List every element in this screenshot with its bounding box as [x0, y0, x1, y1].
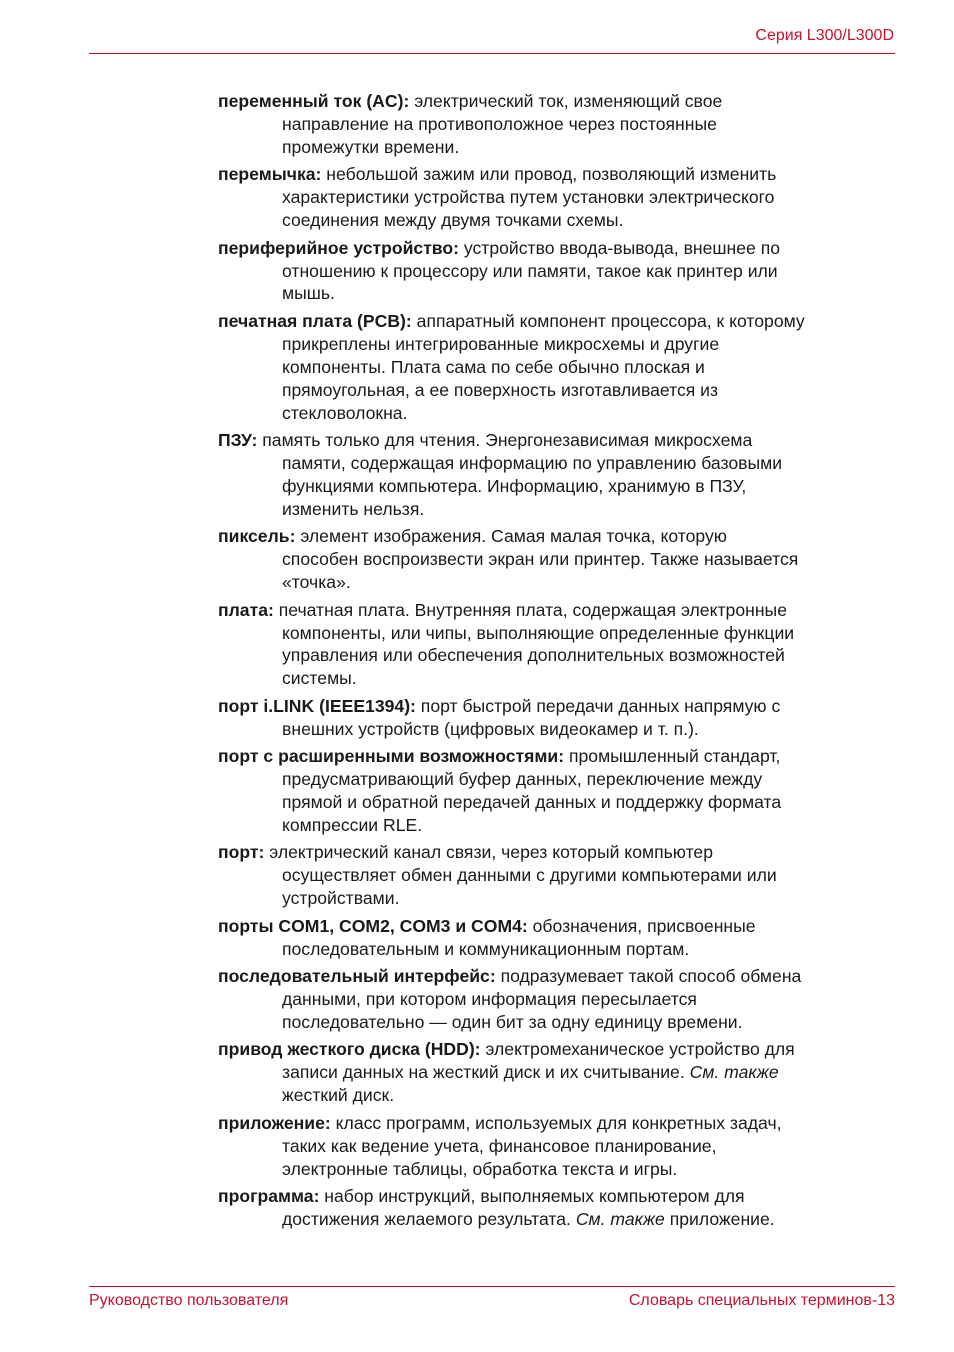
- glossary-term: последовательный интерфейс:: [218, 966, 496, 987]
- definition-line: печатная плата. Внутренняя плата, содержащая электронные: [273, 599, 787, 620]
- glossary-entry: [218, 599, 898, 691]
- definition-line: записи данных на жесткий диск и их считывание. См. также: [282, 1062, 779, 1083]
- definition-line: достижения желаемого результата. См. также приложение.: [282, 1209, 775, 1229]
- glossary-list: [218, 90, 898, 1236]
- glossary-entry: [218, 429, 898, 521]
- definition-line: электронные таблицы, обработка текста и игры.: [282, 1158, 678, 1179]
- definition-line: подразумевает такой способ обмена: [495, 966, 802, 987]
- definition-line: отношению к процессору или памяти, такое как принтер или: [282, 260, 778, 281]
- glossary-entry: [218, 525, 898, 594]
- definition-line: память только для чтения. Энергонезависимая микросхема: [257, 430, 753, 451]
- glossary-entry: [218, 745, 898, 837]
- definition-line: функциями компьютера. Информацию, хранимую в ПЗУ,: [282, 475, 747, 496]
- glossary-term: печатная плата (PCB):: [218, 310, 412, 331]
- glossary-entry: [218, 695, 898, 741]
- footer-manual-title: Руководство пользователя: [89, 1292, 289, 1309]
- header-divider: [89, 53, 895, 54]
- glossary-term: приложение:: [218, 1112, 331, 1133]
- definition-line: способен воспроизвести экран или принтер. Также называется: [282, 549, 799, 570]
- glossary-term: пиксель:: [218, 526, 296, 547]
- glossary-term: плата:: [218, 599, 274, 620]
- definition-line: обозначения, присвоенные: [527, 915, 756, 936]
- definition-line: электромеханическое устройство для: [480, 1039, 795, 1060]
- definition-line: компоненты, или чипы, выполняющие определенные функции: [282, 622, 795, 643]
- definition-line: электрический ток, изменяющий свое: [409, 91, 723, 111]
- definition-line: предусматривающий буфер данных, переключение между: [282, 769, 763, 790]
- definition-line: данными, при котором информация пересылается: [282, 989, 697, 1010]
- definition-line: последовательно — один бит за одну единицу времени.: [282, 1011, 743, 1032]
- definition-line: компрессии RLE.: [282, 814, 423, 835]
- definition-line: прямой и обратной передачей данных и поддержку формата: [282, 792, 782, 813]
- glossary-term: программа:: [218, 1186, 320, 1207]
- see-also-ref: См. также: [575, 1209, 665, 1229]
- glossary-entry: [218, 237, 898, 306]
- glossary-term: перемычка:: [218, 164, 322, 185]
- definition-line: жесткий диск.: [282, 1085, 395, 1106]
- glossary-entry: [218, 310, 898, 425]
- footer-divider: [89, 1286, 895, 1287]
- glossary-entry: [218, 1112, 898, 1181]
- definition-line: «точка».: [282, 572, 351, 593]
- definition-line: набор инструкций, выполняемых компьютером для: [319, 1186, 745, 1207]
- definition-line: направление на противоположное через постоянные: [282, 113, 717, 134]
- glossary-entry: [218, 965, 898, 1034]
- definition-line: изменить нельзя.: [282, 498, 425, 519]
- definition-line: внешних устройств (цифровых видеокамер и т. п.).: [282, 718, 699, 739]
- definition-line: аппаратный компонент процессора, к которому: [411, 310, 805, 331]
- glossary-term: периферийное устройство:: [218, 237, 459, 258]
- glossary-entry: [218, 841, 898, 910]
- definition-line: мышь.: [282, 283, 335, 304]
- glossary-term: ПЗУ:: [218, 430, 258, 451]
- definition-line: последовательным и коммуникационным портам.: [282, 938, 690, 959]
- glossary-entry: [218, 1185, 898, 1231]
- definition-line: системы.: [282, 668, 357, 689]
- definition-line: небольшой зажим или провод, позволяющий изменить: [321, 164, 777, 185]
- glossary-entry: [218, 90, 898, 159]
- definition-line: прямоугольная, а ее поверхность изготавливается из: [282, 379, 719, 400]
- definition-line: промышленный стандарт,: [564, 746, 781, 767]
- glossary-term: переменный ток (AC):: [218, 91, 410, 111]
- definition-line: электрический канал связи, через который компьютер: [264, 842, 714, 863]
- glossary-term: привод жесткого диска (HDD):: [218, 1039, 481, 1060]
- glossary-entry: [218, 163, 898, 232]
- see-also-ref: См. также: [689, 1062, 779, 1083]
- definition-line: осуществляет обмен данными с другими компьютерами или: [282, 865, 777, 886]
- definition-line: класс программ, используемых для конкретных задач,: [330, 1112, 782, 1133]
- definition-line: промежутки времени.: [282, 136, 460, 157]
- footer-page-label: Словарь специальных терминов-13: [628, 1292, 895, 1309]
- glossary-term: порт i.LINK (IEEE1394):: [218, 695, 416, 716]
- glossary-entry: [218, 1038, 898, 1107]
- definition-line: компоненты. Плата сама по себе обычно плоская и: [282, 356, 705, 377]
- glossary-term: порты COM1, COM2, COM3 и COM4:: [218, 915, 528, 936]
- glossary-entry: [218, 915, 898, 961]
- definition-line: характеристики устройства путем установки электрического: [282, 187, 775, 208]
- definition-line: устройство ввода-вывода, внешнее по: [459, 237, 781, 258]
- header-title: Серия L300/L300D: [755, 27, 894, 44]
- definition-line: таких как ведение учета, финансовое планирование,: [282, 1135, 717, 1156]
- definition-line: элемент изображения. Самая малая точка, которую: [295, 526, 727, 547]
- glossary-term: порт с расширенными возможностями:: [218, 746, 565, 767]
- definition-line: стекловолокна.: [282, 402, 408, 423]
- definition-line: устройствами.: [282, 888, 400, 909]
- definition-line: управления или обеспечения дополнительных возможностей: [282, 645, 785, 666]
- definition-line: прикреплены интегрированные микросхемы и другие: [282, 333, 720, 354]
- definition-line: памяти, содержащая информацию по управлению базовыми: [282, 452, 783, 473]
- definition-line: порт быстрой передачи данных напрямую с: [415, 695, 781, 716]
- definition-line: соединения между двумя точками схемы.: [282, 210, 624, 231]
- glossary-term: порт:: [218, 842, 265, 863]
